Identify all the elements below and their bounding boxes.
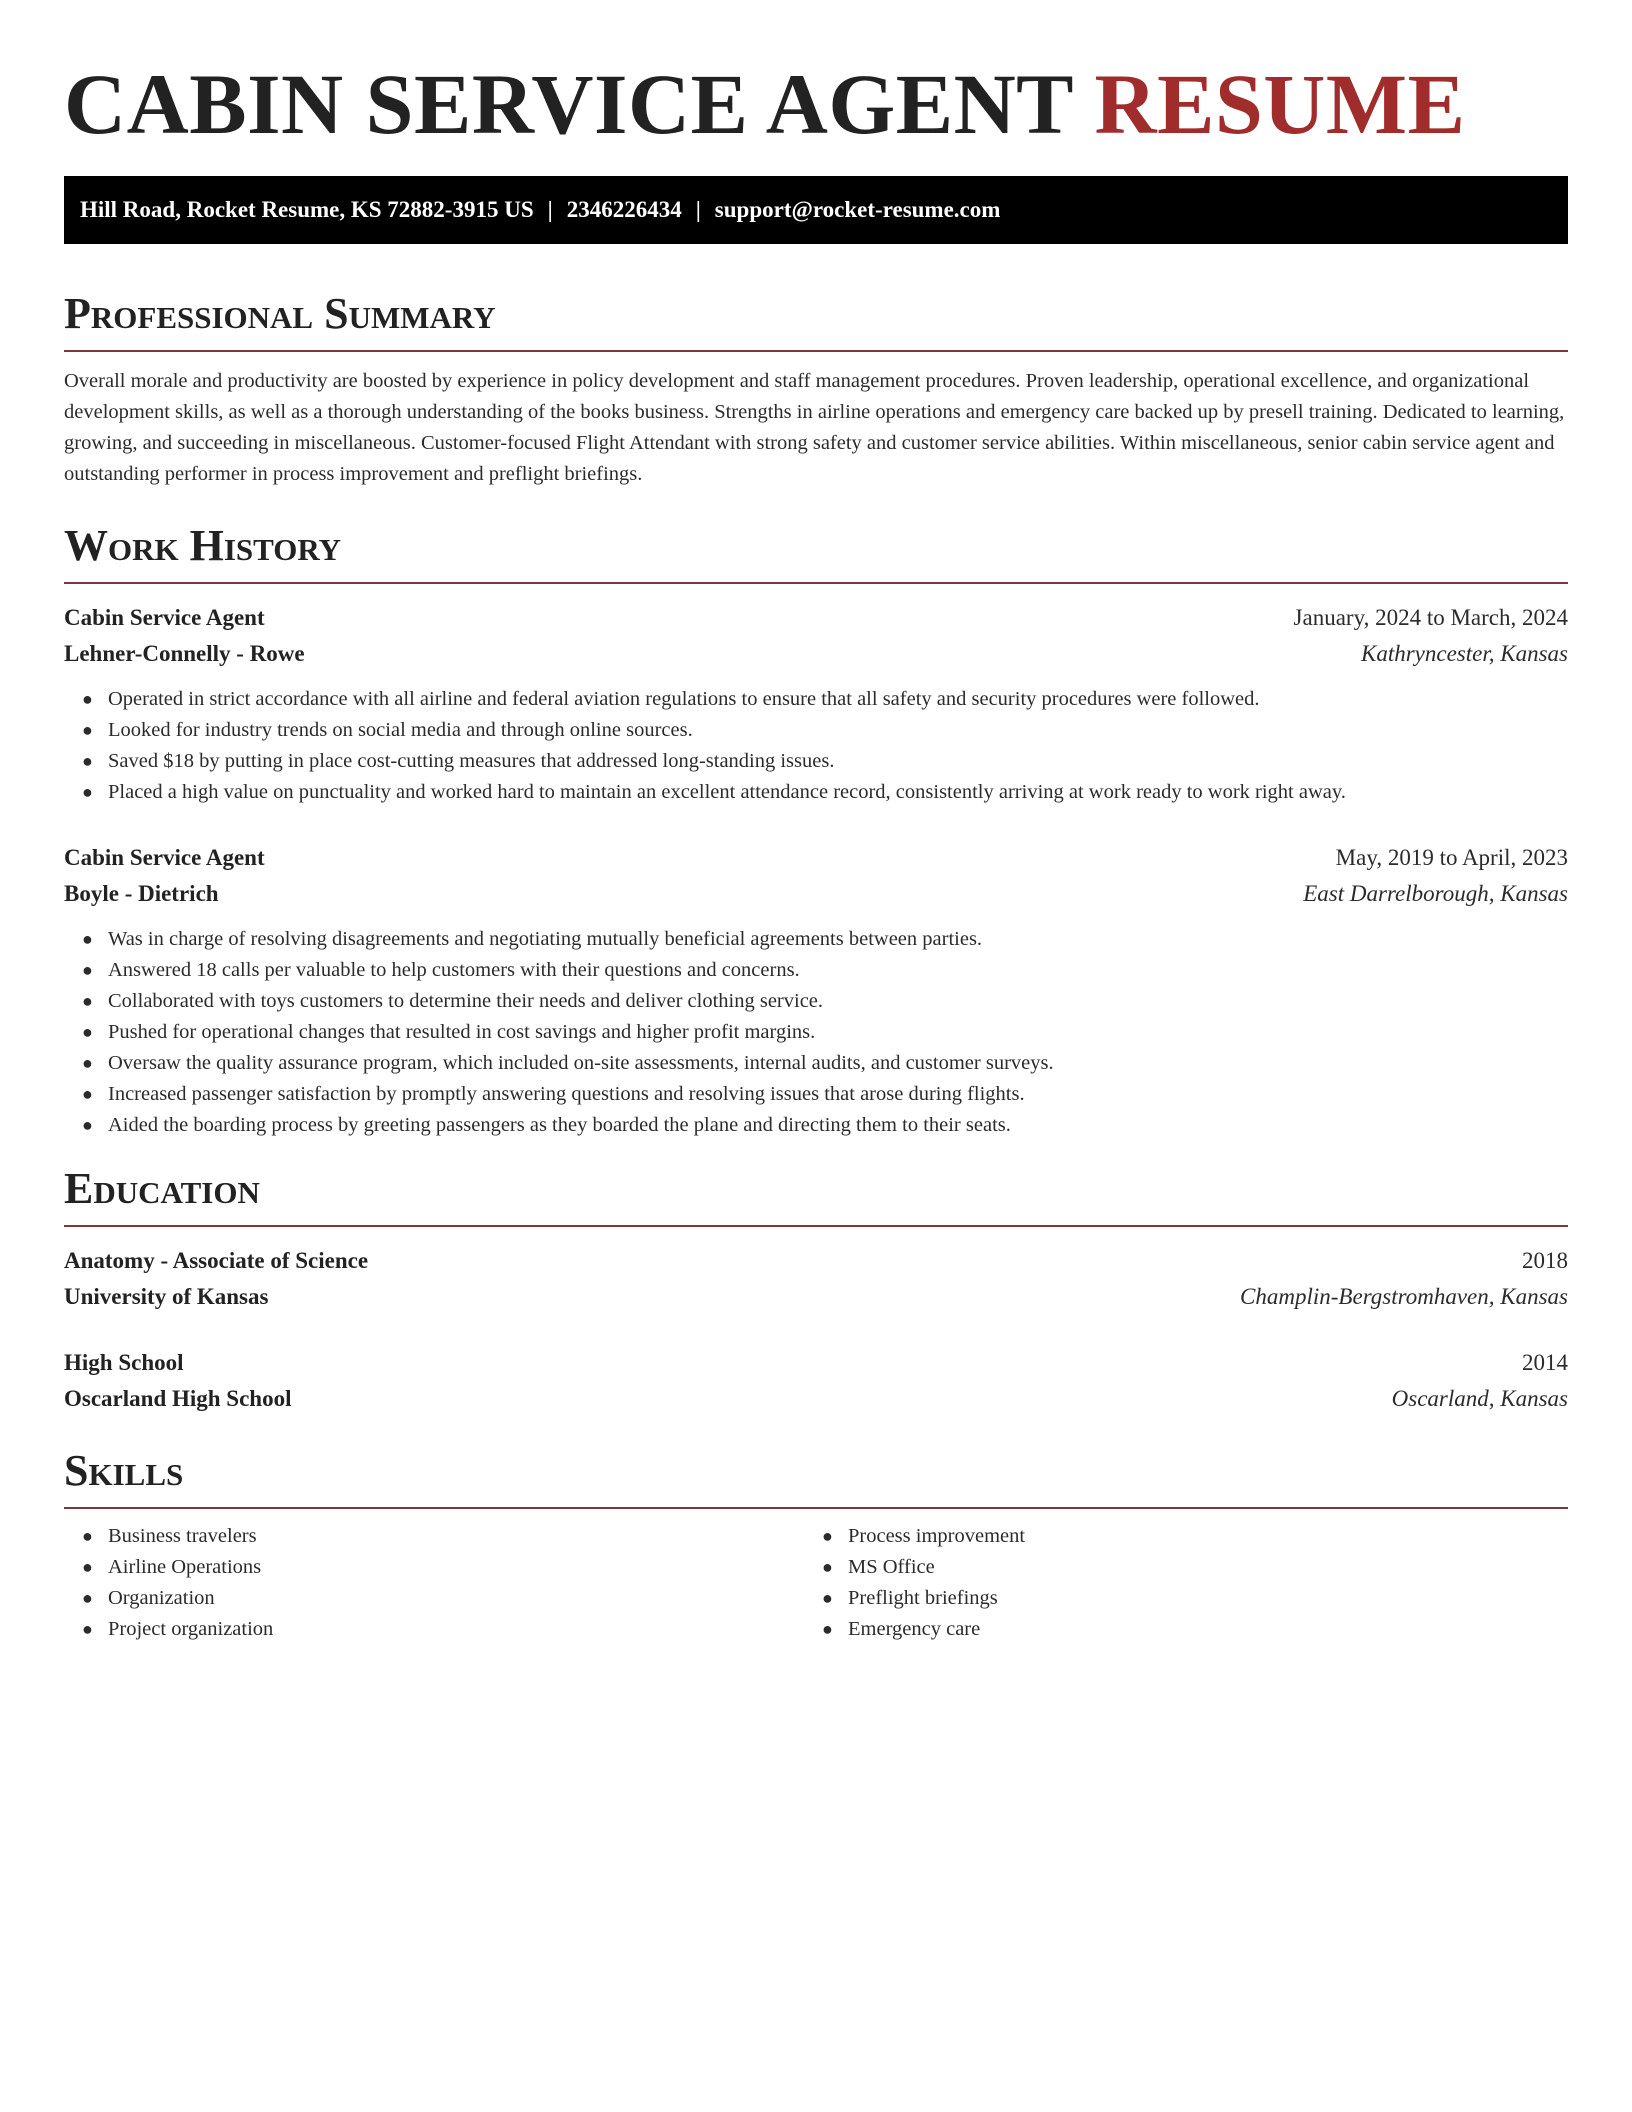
education-degree: Anatomy - Associate of Science (64, 1248, 369, 1273)
bullet-dot-icon: ● (82, 1588, 93, 1608)
education-school: Oscarland High School (64, 1386, 292, 1411)
job-bullet (64, 777, 1568, 808)
section-divider (64, 582, 1568, 584)
job-bullet (64, 955, 1568, 986)
job-bullet-text: Was in charge of resolving disagreements and negotiating mutually beneficial agreements between parties. (108, 928, 983, 950)
summary-heading: Professional Summary (64, 289, 496, 338)
bullet-dot-icon: ● (82, 1022, 93, 1042)
education-location: Champlin-Bergstromhaven, Kansas (1240, 1284, 1568, 1309)
skill-text: Process improvement (848, 1525, 1026, 1547)
skill-item (804, 1614, 1544, 1645)
education-entry (64, 1345, 1568, 1417)
bullet-dot-icon: ● (822, 1526, 833, 1546)
work-section (64, 518, 1568, 1141)
bullet-dot-icon: ● (822, 1557, 833, 1577)
job-bullet-text: Pushed for operational changes that resulted in cost savings and higher profit margins. (108, 1021, 816, 1043)
job-bullet (64, 924, 1568, 955)
education-location: Oscarland, Kansas (1391, 1386, 1568, 1411)
skill-item (804, 1521, 1544, 1552)
bullet-dot-icon: ● (82, 1526, 93, 1546)
bullet-dot-icon: ● (82, 689, 93, 709)
summary-section (64, 286, 1568, 490)
skill-item (64, 1552, 804, 1583)
skill-item (804, 1552, 1544, 1583)
job-bullet (64, 715, 1568, 746)
skills-heading: Skills (64, 1446, 184, 1495)
skill-text: Project organization (108, 1618, 274, 1640)
job-title-row (64, 840, 1568, 876)
skills-columns (64, 1521, 1568, 1645)
resume-title (64, 0, 1568, 154)
skill-text: MS Office (848, 1556, 935, 1578)
education-school-row (64, 1381, 1568, 1417)
job-location: East Darrelborough, Kansas (1303, 881, 1568, 906)
job-dates: May, 2019 to April, 2023 (1335, 845, 1568, 870)
bullet-dot-icon: ● (82, 1619, 93, 1639)
skill-text: Business travelers (108, 1525, 257, 1547)
job-location: Kathryncester, Kansas (1361, 641, 1568, 666)
job-bullet (64, 1048, 1568, 1079)
job-bullets (64, 924, 1568, 1141)
job-bullet-text: Oversaw the quality assurance program, which included on-site assessments, internal audits, and customer surveys. (108, 1052, 1054, 1074)
bullet-dot-icon: ● (82, 929, 93, 949)
contact-separator: | (547, 197, 553, 222)
job-title: Cabin Service Agent (64, 605, 265, 630)
education-entry (64, 1243, 1568, 1315)
education-degree-row (64, 1345, 1568, 1381)
job-company: Boyle - Dietrich (64, 881, 219, 906)
job-bullets (64, 684, 1568, 808)
education-year: 2018 (1522, 1248, 1568, 1273)
bullet-dot-icon: ● (82, 720, 93, 740)
education-section (64, 1161, 1568, 1417)
skills-list-right (804, 1521, 1544, 1645)
bullet-dot-icon: ● (82, 1053, 93, 1073)
job-entry (64, 840, 1568, 1141)
job-bullet (64, 1079, 1568, 1110)
skill-item (64, 1583, 804, 1614)
bullet-dot-icon: ● (82, 991, 93, 1011)
job-bullet-text: Answered 18 calls per valuable to help customers with their questions and concerns. (108, 959, 800, 981)
section-divider (64, 1225, 1568, 1227)
job-company-row (64, 636, 1568, 672)
bullet-dot-icon: ● (822, 1588, 833, 1608)
job-bullet-text: Increased passenger satisfaction by promptly answering questions and resolving issues that arose during flights. (108, 1083, 1025, 1105)
contact-phone: 2346226434 (566, 197, 682, 222)
job-bullet (64, 1017, 1568, 1048)
education-year: 2014 (1522, 1350, 1568, 1375)
contact-separator: | (695, 197, 701, 222)
job-bullet-text: Placed a high value on punctuality and worked hard to maintain an excellent attendance record, consistently arriving at work ready to work right away. (108, 781, 1346, 803)
education-school: University of Kansas (64, 1284, 269, 1309)
bullet-dot-icon: ● (82, 782, 93, 802)
title-accent: RESUME (1094, 56, 1466, 152)
skill-text: Airline Operations (108, 1556, 262, 1578)
bullet-dot-icon: ● (82, 1084, 93, 1104)
contact-bar (64, 176, 1568, 244)
education-heading: Education (64, 1164, 260, 1213)
job-bullet-text: Looked for industry trends on social media and through online sources. (108, 719, 693, 741)
contact-address: Hill Road, Rocket Resume, KS 72882-3915 US (80, 197, 534, 222)
job-entry (64, 600, 1568, 808)
job-bullet-text: Saved $18 by putting in place cost-cutting measures that addressed long-standing issues. (108, 750, 835, 772)
job-company: Lehner-Connelly - Rowe (64, 641, 305, 666)
job-bullet (64, 746, 1568, 777)
skill-item (64, 1614, 804, 1645)
bullet-dot-icon: ● (82, 1557, 93, 1577)
job-title: Cabin Service Agent (64, 845, 265, 870)
skill-text: Emergency care (848, 1618, 981, 1640)
title-main: CABIN SERVICE AGENT (64, 56, 1073, 152)
job-dates: January, 2024 to March, 2024 (1293, 605, 1568, 630)
education-school-row (64, 1279, 1568, 1315)
skill-text: Preflight briefings (848, 1587, 998, 1609)
bullet-dot-icon: ● (82, 751, 93, 771)
job-bullet (64, 986, 1568, 1017)
job-bullet (64, 684, 1568, 715)
job-title-row (64, 600, 1568, 636)
job-company-row (64, 876, 1568, 912)
job-bullet (64, 1110, 1568, 1141)
bullet-dot-icon: ● (822, 1619, 833, 1639)
summary-text: Overall morale and productivity are boosted by experience in policy development and staff management procedures. Proven leadership, operational excellence, and organizational development skills, as well as a thorough understanding of the books business. Strengths in airline operations and emergency care backed up by presell training. Dedicated to learning, growing, and succeeding in miscellaneous. Customer-focused Flight Attendant with strong safety and customer service abilities. Within miscellaneous, senior cabin service agent and outstanding performer in process improvement and preflight briefings. (64, 370, 1565, 485)
skill-item (64, 1521, 804, 1552)
job-bullet-text: Operated in strict accordance with all airline and federal aviation regulations to ensure that all safety and security procedures were followed. (108, 688, 1260, 710)
education-degree: High School (64, 1350, 184, 1375)
bullet-dot-icon: ● (82, 960, 93, 980)
job-bullet-text: Collaborated with toys customers to determine their needs and deliver clothing service. (108, 990, 824, 1012)
bullet-dot-icon: ● (82, 1115, 93, 1135)
education-degree-row (64, 1243, 1568, 1279)
skill-item (804, 1583, 1544, 1614)
job-bullet-text: Aided the boarding process by greeting passengers as they boarded the plane and directing them to their seats. (108, 1114, 1011, 1136)
skills-section (64, 1443, 1568, 1645)
skills-list-left (64, 1521, 804, 1645)
section-divider (64, 350, 1568, 352)
resume-page (64, 0, 1568, 1645)
contact-email: support@rocket-resume.com (714, 197, 1001, 222)
section-divider (64, 1507, 1568, 1509)
skill-text: Organization (108, 1587, 215, 1609)
work-heading: Work History (64, 521, 342, 570)
